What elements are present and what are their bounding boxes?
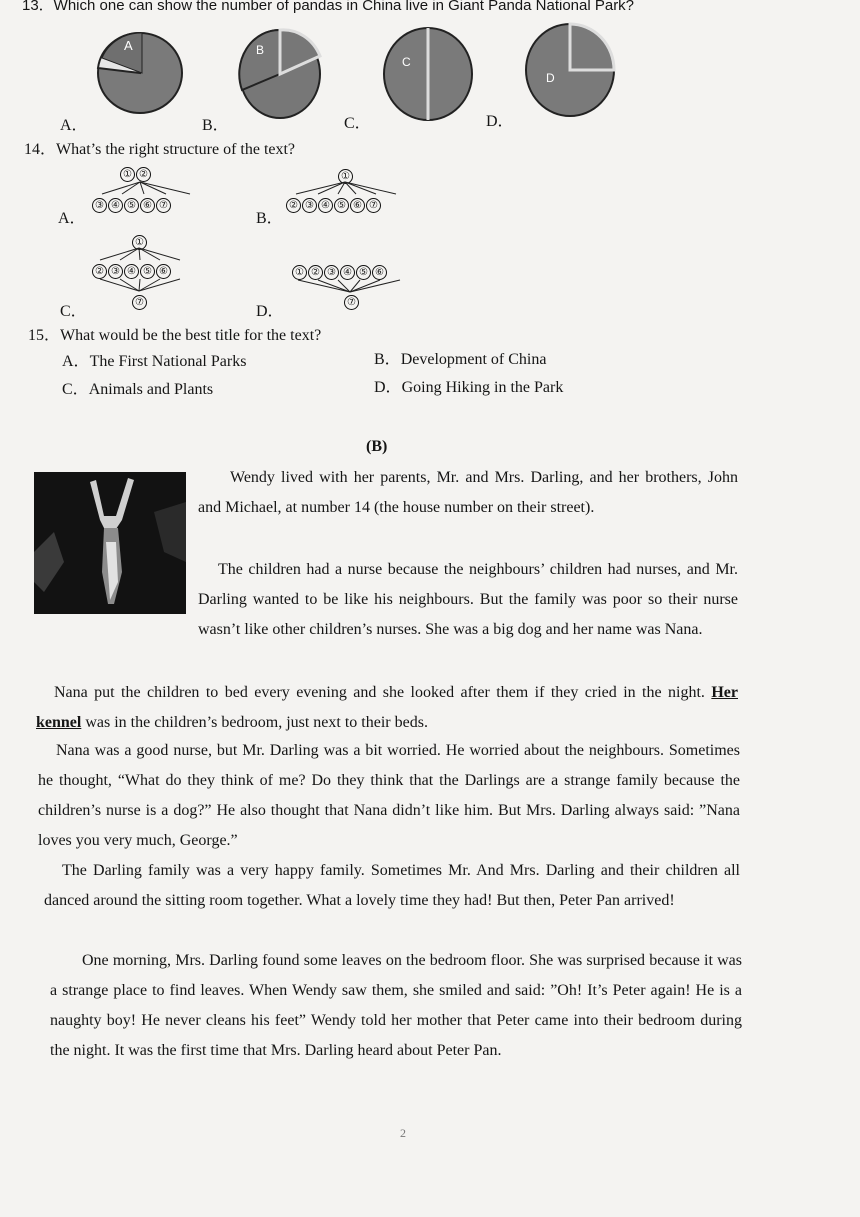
q14-b-bottom: ② ③ ④ ⑤ ⑥ ⑦ [286,195,382,213]
q13-option-d[interactable]: D． [486,113,514,130]
q14-a-lines [96,180,216,196]
q13-option-b[interactable]: B． [202,117,229,134]
story-illustration [34,472,186,614]
q14-option-a[interactable]: A． [58,210,86,227]
q14-c-lines-top [92,246,202,262]
q14-option-d[interactable]: D． [256,303,284,320]
pie-a-label: A [124,38,133,53]
q15-option-b[interactable]: B．Development of China [374,351,547,368]
section-b-title: (B) [366,438,388,455]
q13-option-c[interactable]: C． [344,115,371,132]
svg-text:B: B [256,43,265,57]
q14-d-top: ① ② ③ ④ ⑤ ⑥ [292,262,388,280]
paragraph-1: Wendy lived with her parents, Mr. and Mrs. Darling, and her brothers, John and Michael, at number 14 (the house number on their street). [198,469,738,516]
q14-stem: 14．What’s the right structure of the text? [24,141,296,158]
q15-stem: 15．What would be the best title for the text? [28,327,322,344]
svg-text:C: C [402,55,411,69]
page-number: 2 [400,1126,406,1140]
q14-b-lines [290,180,410,196]
paragraph-5: The Darling family was a very happy family. Sometimes Mr. And Mrs. Darling and their children all danced around the sitting room together. What a lovely time they had! But then, Peter Pan arrived! [44,862,740,909]
q14-c-lines-bottom [92,277,202,293]
underlined-phrase: Her kennel [36,684,738,731]
svg-text:D: D [546,71,555,85]
paragraph-4: Nana was a good nurse, but Mr. Darling was a bit worried. He worried about the neighbours. Sometimes he thought, “What do they think of me? Do they think that the Darlings are a strange family because the children’s nurse is a dog?” He also thought that Nana didn’t like him. But Mrs. Darling always said: ”Nana loves you very much, George.” [38,742,740,849]
q15-option-d[interactable]: D．Going Hiking in the Park [374,379,564,396]
q14-b-top: ① [338,166,354,184]
q14-d-bottom: ⑦ [344,292,360,310]
pie-chart-b [232,26,332,121]
q14-option-c[interactable]: C． [60,303,87,320]
paragraph-6: One morning, Mrs. Darling found some leaves on the bedroom floor. She was surprised because it was a strange place to find leaves. When Wendy saw them, she smiled and said: ”Oh! It’s Peter again! He is a naughty boy! He never cleans his feet” Wendy told her mother that Peter came into their bedroom during the night. It was the first time that Mrs. Darling heard about Peter Pan. [50,952,742,1059]
paragraph-3: Nana put the children to bed every evening and she looked after them if they cried in the night. Her kennel was in the children’s bedroom, just next to their beds. [36,684,738,731]
q14-c-middle: ② ③ ④ ⑤ ⑥ [92,261,172,279]
q14-c-bottom: ⑦ [132,292,148,310]
pie-chart-a [90,28,200,118]
pie-chart-c [378,24,478,124]
q15-option-a[interactable]: A．The First National Parks [62,353,247,370]
paragraph-2a: The children had a nurse because the neighbours’ children had nurses, and Mr. Darling wanted to be like his neighbours. But the family was poor so their nurse wasn’t like other children’s nurses. She was a big dog and her name was Nana. [198,561,738,638]
q14-a-bottom: ③ ④ ⑤ ⑥ ⑦ [92,195,172,213]
q14-a-top: ① ② [120,164,152,182]
pie-chart-d [520,20,620,120]
q15-option-c[interactable]: C．Animals and Plants [62,381,214,398]
q14-c-top: ① [132,232,148,250]
q14-option-b[interactable]: B． [256,210,283,227]
q13-option-a[interactable]: A． [60,117,88,134]
q13-stem: 13．Which one can show the number of pandas in China live in Giant Panda National Park? [22,0,635,14]
